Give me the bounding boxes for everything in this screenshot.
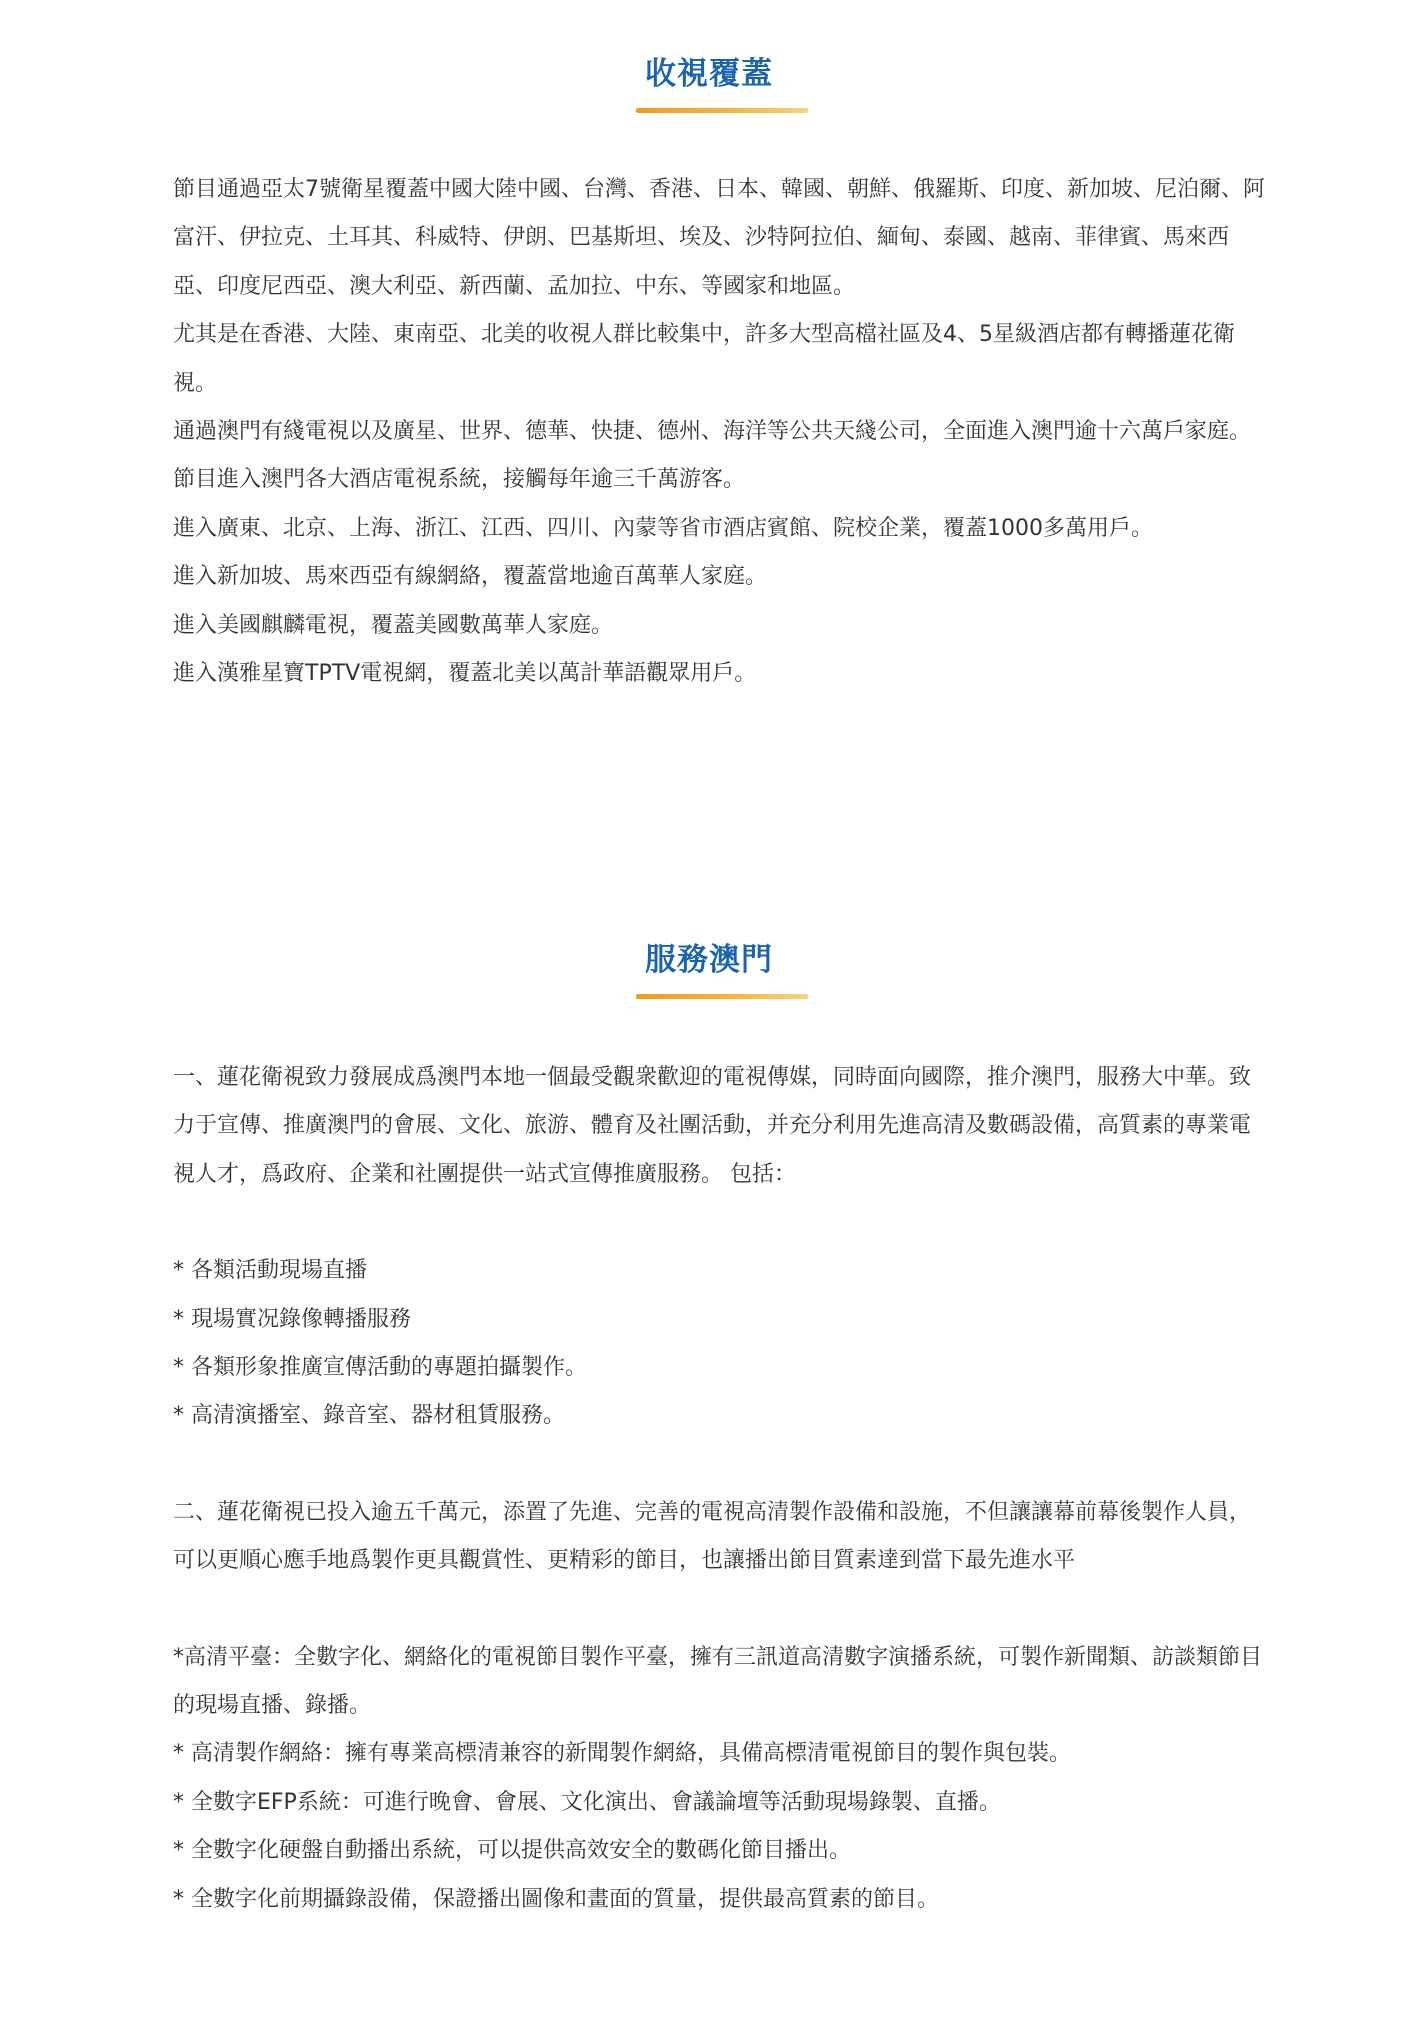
coverage-paragraph: 節目通過亞太7號衛星覆蓋中國大陸中國、台灣、香港、日本、韓國、朝鮮、俄羅斯、印度、新加坡、尼泊爾、阿富汗、伊拉克、土耳其、科威特、伊朗、巴基斯坦、埃及、沙特阿拉伯、緬甸、泰國、越南、菲律賓、馬來西亞、印度尼西亞、澳大利亞、新西蘭、孟加拉、中东、等國家和地區。 bbox=[173, 177, 1266, 299]
service-bullet: * 現場實况錄像轉播服務 bbox=[173, 1306, 411, 1332]
service-bullet: * 各類形象推廣宣傳活動的專題拍攝製作。 bbox=[173, 1355, 587, 1381]
service-intro: 一、蓮花衛視致力發展成爲澳門本地一個最受觀衆歡迎的電視傳媒，同時面向國際，推介澳門，服務大中華。致力于宣傳、推廣澳門的會展、文化、旅游、體育及社團活動，并充分利用先進高清及數碼設備，高質素的專業電視人才，爲政府、企業和社團提供一站式宣傳推廣服務。 包括： bbox=[173, 1065, 1252, 1187]
equipment-bullet: * 全數字化前期攝錄設備，保證播出圖像和畫面的質量，提供最高質素的節目。 bbox=[173, 1886, 939, 1912]
coverage-paragraph: 進入美國麒麟電視，覆蓋美國數萬華人家庭。 bbox=[173, 612, 614, 638]
service-second: 二、蓮花衛視已投入逾五千萬元，添置了先進、完善的電視高清製作設備和設施，不但讓讓幕前幕後製作人員，可以更順心應手地爲製作更具觀賞性、更精彩的節目，也讓播出節目質素達到當下最先進水平 bbox=[173, 1499, 1252, 1574]
paragraph-spacer bbox=[173, 1441, 1267, 1489]
equipment-bullet: * 高清製作網絡：擁有專業高標清兼容的新聞製作網絡，具備高標清電視節目的製作與包裝。 bbox=[173, 1741, 1071, 1767]
coverage-paragraph: 進入新加坡、馬來西亞有線網絡，覆蓋當地逾百萬華人家庭。 bbox=[173, 564, 768, 590]
coverage-header bbox=[0, 52, 1418, 96]
equipment-bullet: *高清平臺：全數字化、網絡化的電視節目製作平臺，擁有三訊道高清數字演播系統，可製作新聞類、訪談類節目的現場直播、錄播。 bbox=[173, 1644, 1263, 1719]
coverage-paragraph: 進入廣東、北京、上海、浙江、江西、四川、內蒙等省市酒店賓館、院校企業，覆蓋1000多萬用戶。 bbox=[173, 515, 1153, 541]
coverage-title: 收視覆蓋 bbox=[645, 56, 773, 92]
coverage-paragraph: 進入漢雅星寶TPTV電視網，覆蓋北美以萬計華語觀眾用戶。 bbox=[173, 661, 757, 687]
coverage-title-underline bbox=[636, 108, 808, 113]
service-title-underline bbox=[636, 994, 808, 999]
service-bullet: * 高清演播室、錄音室、器材租賃服務。 bbox=[173, 1403, 565, 1429]
coverage-paragraph: 通過澳門有綫電視以及廣星、世界、德華、快捷、德州、海洋等公共天綫公司，全面進入澳門逾十六萬戶家庭。 bbox=[173, 419, 1252, 445]
paragraph-spacer bbox=[173, 1586, 1267, 1634]
service-title: 服務澳門 bbox=[645, 942, 773, 978]
service-content bbox=[173, 1054, 1267, 1924]
coverage-paragraph: 節目進入澳門各大酒店電視系統，接觸每年逾三千萬游客。 bbox=[173, 467, 746, 493]
equipment-bullet: * 全數字EFP系統：可進行晚會、會展、文化演出、會議論壇等活動現場錄製、直播。 bbox=[173, 1789, 1001, 1815]
service-bullet: * 各類活動現場直播 bbox=[173, 1258, 367, 1284]
coverage-content bbox=[173, 166, 1267, 698]
coverage-paragraph: 尤其是在香港、大陸、東南亞、北美的收視人群比較集中，許多大型高檔社區及4、5星級酒店都有轉播蓮花衛視。 bbox=[173, 322, 1235, 396]
service-header bbox=[0, 938, 1418, 982]
equipment-bullet: * 全數字化硬盤自動播出系統，可以提供高效安全的數碼化節目播出。 bbox=[173, 1838, 851, 1864]
paragraph-spacer bbox=[173, 1199, 1267, 1247]
